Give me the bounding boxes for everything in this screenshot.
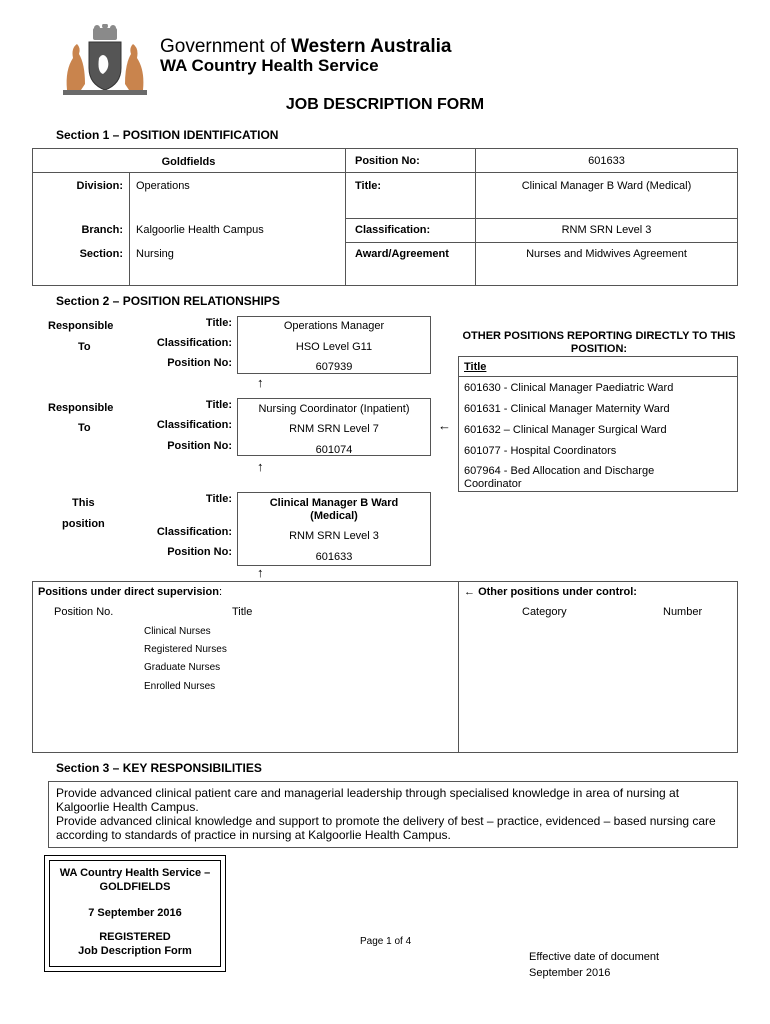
to-label-1: To (78, 341, 91, 353)
section1-heading: Section 1 – POSITION IDENTIFICATION (56, 128, 279, 142)
org-line1-regular: Government of (160, 36, 286, 57)
this-label: This (72, 497, 95, 509)
arrow-up-icon: ↑ (257, 565, 264, 580)
arrow-up-icon: ↑ (257, 375, 264, 390)
branch-value: Kalgoorlie Health Campus (136, 224, 264, 236)
award-label: Award/Agreement (355, 248, 449, 260)
supervision-table (32, 581, 738, 753)
position-no-value: 601633 (588, 155, 625, 167)
col-category: Category (522, 606, 567, 618)
title-value: Clinical Manager B Ward (Medical) (521, 180, 692, 192)
this-title-label: Title: (205, 493, 232, 505)
position-no-label: Position No: (355, 155, 420, 167)
section2-heading: Section 2 – POSITION RELATIONSHIPS (56, 294, 280, 308)
resp1-posno: 607939 (315, 361, 353, 373)
other-position-item: 601077 - Hospital Coordinators (464, 445, 617, 457)
effective-date-label: Effective date of document (529, 951, 660, 963)
col-position-no: Position No. (54, 606, 114, 618)
resp2-posno-label: Position No: (167, 440, 232, 452)
resp2-posno: 601074 (315, 444, 353, 456)
stamp-line4: Job Description Form (78, 945, 192, 957)
to-label-2: To (78, 422, 91, 434)
stamp-line1: WA Country Health Service – (59, 867, 211, 879)
arrow-left-icon: ← (464, 586, 479, 598)
resp2-class: RNM SRN Level 7 (289, 423, 379, 435)
other-position-item: 601631 - Clinical Manager Maternity Ward (464, 403, 670, 415)
supervised-item: Enrolled Nurses (144, 681, 216, 692)
region-cell: Goldfields (161, 156, 216, 168)
under-supervision-colon: : (218, 586, 222, 598)
section-label: Section: (79, 248, 123, 260)
resp2-title-label: Title: (205, 399, 232, 411)
arrow-left-icon: ← (438, 418, 451, 433)
org-line1-bold: Western Australia (290, 36, 452, 57)
under-supervision-label (38, 586, 222, 598)
resp1-posno-label: Position No: (167, 357, 232, 369)
other-position-item: 601630 - Clinical Manager Paediatric Ward (464, 382, 674, 394)
stamp-date: 7 September 2016 (88, 907, 182, 919)
col-title: Title (232, 606, 253, 618)
responsible-label-2: Responsible (48, 402, 114, 414)
section3-heading: Section 3 – KEY RESPONSIBILITIES (56, 761, 262, 775)
title-label: Title: (355, 180, 382, 192)
other-title-column: Title (464, 361, 487, 373)
responsibility-para-1: Provide advanced clinical patient care and managerial leadership through specialised knowledge in area of nursing at Kalgoorlie Health Campus. (56, 786, 680, 814)
classification-label: Classification: (355, 224, 431, 236)
supervised-item: Registered Nurses (144, 644, 227, 655)
org-name-line2: WA Country Health Service (160, 56, 379, 75)
this-class-label: Classification: (156, 526, 232, 538)
this-posno: 601633 (315, 551, 353, 563)
position-label: position (62, 518, 105, 530)
resp1-class: HSO Level G11 (295, 341, 373, 353)
responsible-label-1: Responsible (48, 320, 114, 332)
branch-label: Branch: (81, 224, 123, 236)
form-title: JOB DESCRIPTION FORM (285, 96, 485, 113)
stamp-line3: REGISTERED (99, 931, 171, 943)
division-value: Operations (136, 180, 190, 192)
supervised-item: Clinical Nurses (144, 626, 211, 637)
responsibility-para-2: Provide advanced clinical knowledge and support to promote the delivery of best – practice, evidenced – based nursing care according to standards of practice in nursing at Kalgoorlie Health Campus. (56, 814, 716, 842)
under-supervision-text: Positions under direct supervision (38, 586, 219, 598)
other-control-text: Other positions under control: (478, 586, 637, 598)
other-position-item: 607964 - Bed Allocation and Discharge Coordinator (464, 465, 655, 490)
award-value: Nurses and Midwives Agreement (526, 248, 687, 260)
position-identification-table (32, 148, 738, 286)
division-label: Division: (76, 180, 123, 192)
resp2-class-label: Classification: (156, 419, 232, 431)
page-number: Page 1 of 4 (360, 936, 412, 947)
wa-crest-logo (55, 24, 155, 98)
classification-value: RNM SRN Level 3 (561, 224, 652, 236)
resp1-class-label: Classification: (156, 337, 232, 349)
supervised-item: Graduate Nurses (144, 662, 221, 673)
resp1-title: Operations Manager (283, 320, 385, 332)
other-positions-heading: OTHER POSITIONS REPORTING DIRECTLY TO THIS POSITION: (462, 330, 736, 355)
stamp-line2: GOLDFIELDS (99, 881, 171, 893)
this-title: Clinical Manager B Ward (Medical) (269, 497, 399, 522)
other-position-item: 601632 – Clinical Manager Surgical Ward (464, 424, 667, 436)
this-posno-label: Position No: (167, 546, 232, 558)
this-class: RNM SRN Level 3 (289, 530, 379, 542)
other-control-label (464, 586, 637, 598)
resp1-title-label: Title: (205, 317, 232, 329)
effective-date-value: September 2016 (529, 967, 611, 979)
col-number: Number (663, 606, 703, 618)
resp2-title: Nursing Coordinator (Inpatient) (258, 403, 410, 415)
org-name-line1 (160, 36, 451, 58)
section-value: Nursing (136, 248, 174, 260)
arrow-up-icon: ↑ (257, 459, 264, 474)
